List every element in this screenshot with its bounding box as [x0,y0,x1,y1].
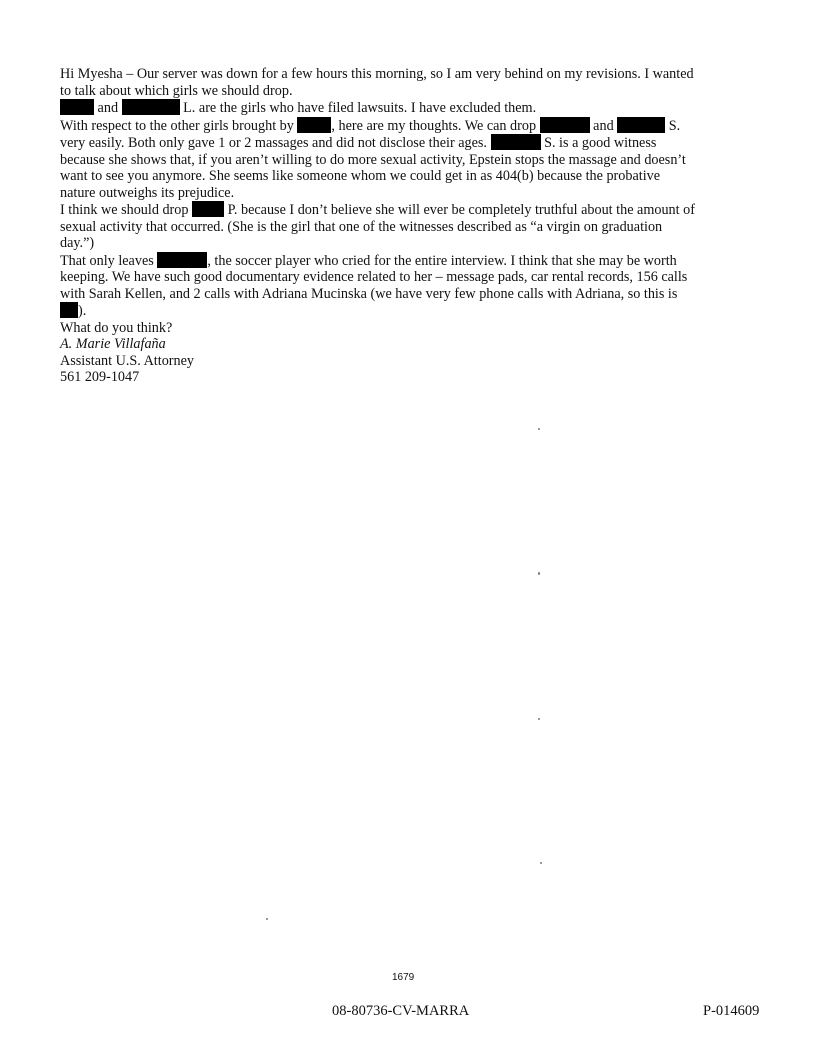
signature-name: A. Marie Villafaña [60,336,166,352]
redaction-box [540,117,590,133]
redaction-box [122,99,180,115]
scan-speck [538,428,540,430]
line: ). [60,302,760,320]
page-number: 1679 [392,972,415,983]
scan-speck [538,718,540,720]
scan-speck [538,572,540,575]
signature-phone: 561 209-1047 [60,369,140,385]
line: to talk about which girls we should drop. [60,82,293,99]
redaction-box [192,201,224,217]
line: day.”) [60,235,95,251]
line: That only leaves , the soccer player who cried for the entire interview. I think that she may be worth [60,252,677,269]
signature-title: Assistant U.S. Attorney [60,352,194,369]
line: keeping. We have such good documentary evidence related to her – message pads, car rental records, 156 calls [60,269,688,285]
scan-speck [266,918,268,920]
redaction-box [491,134,541,150]
closing-question: What do you think? [60,319,173,336]
bates-number: P-014609 [703,1003,760,1019]
email-body [60,66,760,386]
line: sexual activity that occurred. (She is the girl that one of the witnesses described as “a virgin on graduation [60,218,663,235]
line: and L. are the girls who have filed lawsuits. I have excluded them. [60,99,760,117]
line: with Sarah Kellen, and 2 calls with Adriana Mucinska (we have very few phone calls with Adriana, so this is [60,285,678,302]
case-number: 08-80736-CV-MARRA [332,1003,470,1019]
redaction-box [617,117,665,133]
redaction-box [297,117,331,133]
line: I think we should drop P. because I don’t believe she will ever be completely truthful about the amount of [60,202,695,218]
line: nature outweighs its prejudice. [60,184,235,201]
redaction-box [60,302,78,318]
line: very easily. Both only gave 1 or 2 massages and did not disclose their ages. S. is a good witness [60,135,657,151]
redaction-box [157,252,207,268]
line: Hi Myesha – Our server was down for a few hours this morning, so I am very behind on my revisions. I wanted [60,66,694,82]
line: want to see you anymore. She seems like someone whom we could get in as 404(b) because the probative [60,168,661,184]
scan-speck [540,862,542,864]
line: With respect to the other girls brought by , here are my thoughts. We can drop and S. [60,117,681,134]
redaction-box [60,99,94,115]
line: because she shows that, if you aren’t willing to do more sexual activity, Epstein stops the massage and doesn’t [60,151,686,168]
